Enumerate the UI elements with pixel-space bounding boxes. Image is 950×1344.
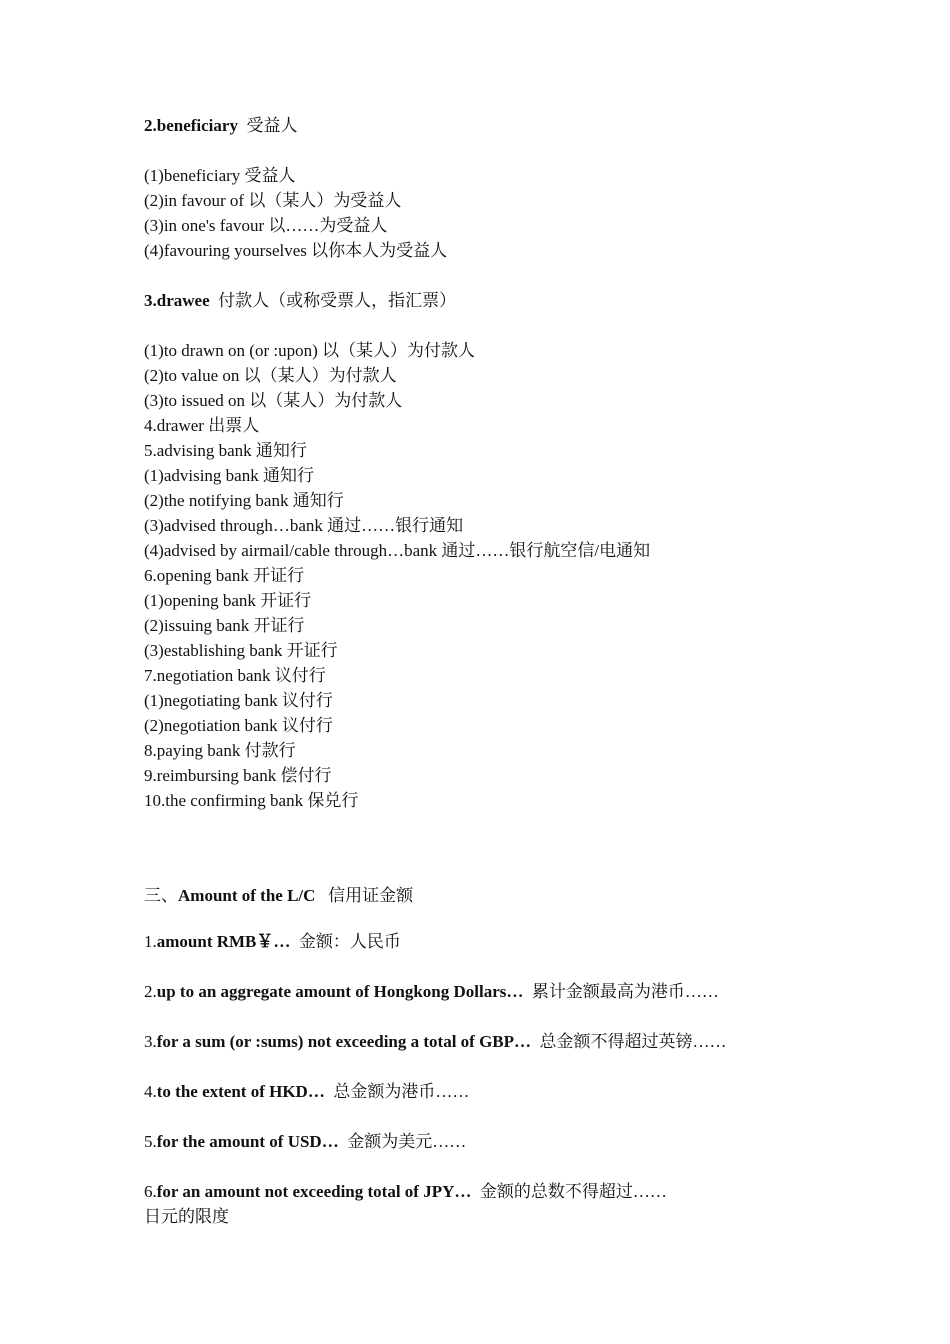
list-item: (3)advised through…bank 通过……银行通知 bbox=[144, 516, 464, 535]
item-chinese: 总金额为港币…… bbox=[333, 1082, 470, 1101]
list-item: 8.paying bank 付款行 bbox=[144, 741, 296, 760]
drawee-heading bbox=[144, 288, 910, 313]
item-english: for a sum (or :sums) not exceeding a total of GBP… bbox=[156, 1032, 532, 1051]
item-number: 5. bbox=[144, 1132, 157, 1151]
item-english: for the amount of USD… bbox=[156, 1132, 339, 1151]
amount-heading bbox=[144, 883, 910, 908]
heading-chinese: 信用证金额 bbox=[328, 886, 414, 905]
list-item: (1)beneficiary 受益人 bbox=[144, 166, 296, 185]
list-item: 10.the confirming bank 保兑行 bbox=[144, 791, 359, 810]
heading-chinese: 付款人（或称受票人，指汇票） bbox=[218, 291, 457, 310]
beneficiary-heading bbox=[144, 113, 910, 138]
amount-item bbox=[144, 1129, 910, 1154]
item-english: to the extent of HKD… bbox=[156, 1082, 325, 1101]
item-chinese: 累计金额最高为港币…… bbox=[531, 982, 719, 1001]
list-item: (4)favouring yourselves 以你本人为受益人 bbox=[144, 241, 448, 260]
list-item: 4.drawer 出票人 bbox=[144, 416, 260, 435]
item-english: up to an aggregate amount of Hongkong Dollars… bbox=[156, 982, 524, 1001]
heading-prefix: 三、 bbox=[144, 886, 178, 905]
list-item: 5.advising bank 通知行 bbox=[144, 441, 307, 460]
list-item: (1)advising bank 通知行 bbox=[144, 466, 314, 485]
list-item: (3)to issued on 以（某人）为付款人 bbox=[144, 391, 403, 410]
item-number: 3. bbox=[144, 1032, 157, 1051]
item-number: 4. bbox=[144, 1082, 157, 1101]
item-english: for an amount not exceeding total of JPY… bbox=[156, 1182, 472, 1201]
list-item: (3)establishing bank 开证行 bbox=[144, 641, 338, 660]
amount-item bbox=[144, 929, 910, 954]
heading-english: 3.drawee bbox=[144, 291, 210, 310]
list-item: 6.opening bank 开证行 bbox=[144, 566, 305, 585]
item-chinese: 金额的总数不得超过…… bbox=[479, 1182, 667, 1201]
list-item: (1)to drawn on (or :upon) 以（某人）为付款人 bbox=[144, 341, 475, 360]
item-chinese: 金额：人民币 bbox=[298, 932, 401, 951]
list-item: (2)the notifying bank 通知行 bbox=[144, 491, 344, 510]
heading-english: 2.beneficiary bbox=[144, 116, 238, 135]
list-item: (2)negotiation bank 议付行 bbox=[144, 716, 333, 735]
item-number: 6. bbox=[144, 1182, 157, 1201]
list-item: (1)negotiating bank 议付行 bbox=[144, 691, 333, 710]
amount-item bbox=[144, 979, 910, 1004]
list-item: (2)issuing bank 开证行 bbox=[144, 616, 305, 635]
list-item: (1)opening bank 开证行 bbox=[144, 591, 312, 610]
amount-item bbox=[144, 1079, 910, 1104]
list-item: 7.negotiation bank 议付行 bbox=[144, 666, 326, 685]
item-chinese: 金额为美元…… bbox=[347, 1132, 467, 1151]
item-english: amount RMB￥… bbox=[156, 932, 291, 951]
document-page bbox=[144, 113, 910, 1229]
list-item: (3)in one's favour 以……为受益人 bbox=[144, 216, 388, 235]
amount-item-continuation: 日元的限度 bbox=[144, 1207, 229, 1226]
list-item: (2)in favour of 以（某人）为受益人 bbox=[144, 191, 402, 210]
item-chinese: 总金额不得超过英镑…… bbox=[539, 1032, 727, 1051]
list-item: (2)to value on 以（某人）为付款人 bbox=[144, 366, 397, 385]
heading-english: Amount of the L/C bbox=[178, 886, 316, 905]
amount-item bbox=[144, 1029, 910, 1054]
item-number: 1. bbox=[144, 932, 157, 951]
amount-item bbox=[144, 1179, 910, 1204]
list-item: (4)advised by airmail/cable through…bank 通过……银行航空信/电通知 bbox=[144, 541, 651, 560]
list-item: 9.reimbursing bank 偿付行 bbox=[144, 766, 332, 785]
item-number: 2. bbox=[144, 982, 157, 1001]
heading-chinese: 受益人 bbox=[246, 116, 298, 135]
